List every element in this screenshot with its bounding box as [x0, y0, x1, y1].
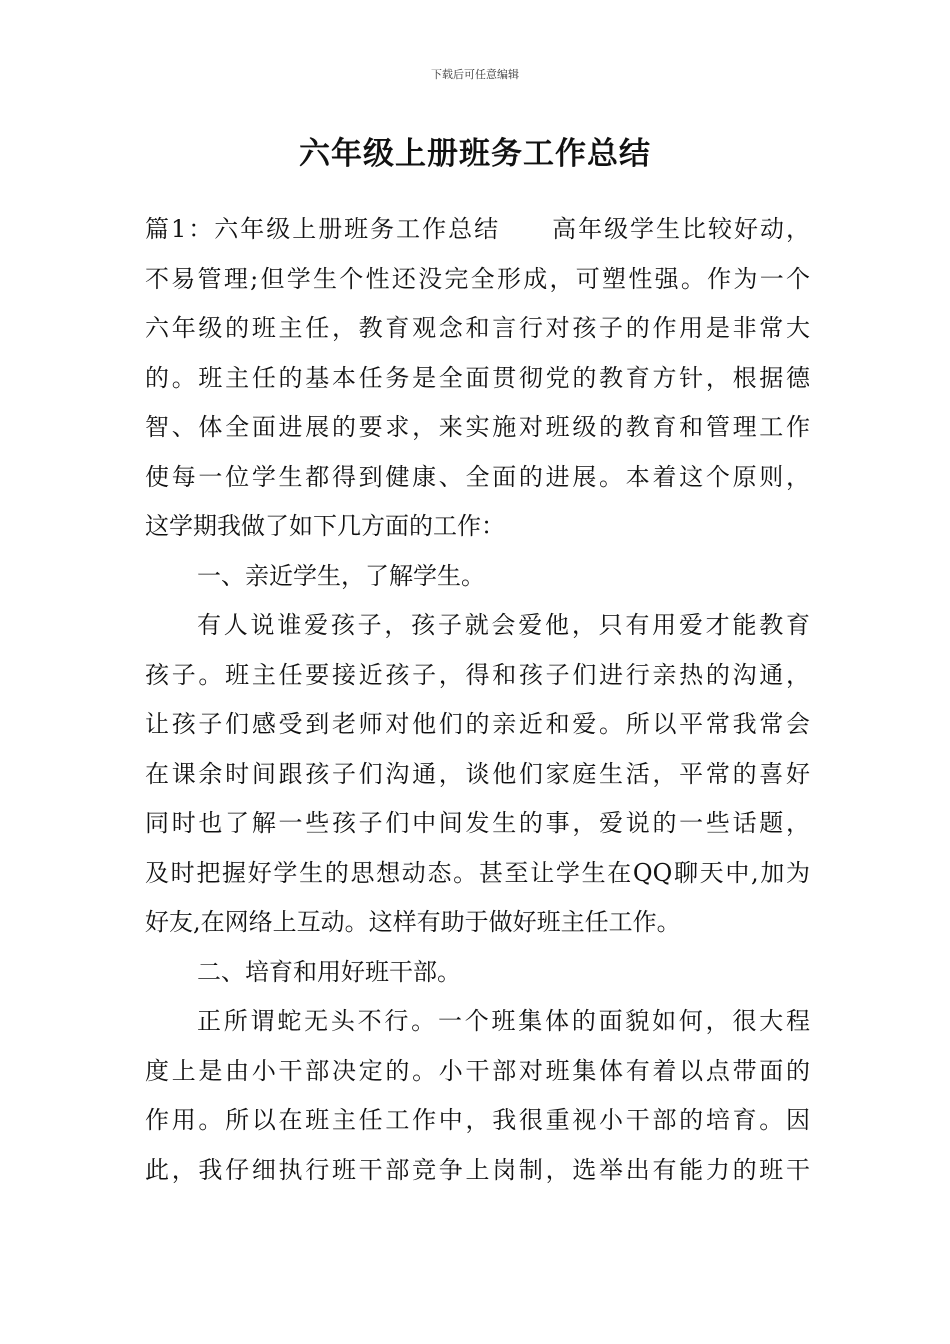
text-line: 及时把握好学生的思想动态。甚至让学生在QQ聊天中,加为 [145, 858, 810, 887]
text-line: 作用。所以在班主任工作中，我很重视小干部的培育。因 [145, 1106, 810, 1134]
text-line: 不易管理;但学生个性还没完全形成，可塑性强。作为一个 [145, 264, 810, 293]
section-heading: 二、培育和用好班干部。 [197, 957, 461, 986]
text-line: 这学期我做了如下几方面的工作： [145, 512, 505, 540]
header-note: 下载后可任意编辑 [431, 68, 519, 81]
text-line: 同时也了解一些孩子们中间发生的事，爱说的一些话题， [145, 809, 810, 837]
text-line: 在课余时间跟孩子们沟通，谈他们家庭生活，平常的喜好 [145, 759, 810, 788]
text-line: 孩子。班主任要接近孩子，得和孩子们进行亲热的沟通， [145, 660, 810, 689]
text-line: 此，我仔细执行班干部竞争上岗制，选举出有能力的班干 [145, 1155, 810, 1184]
document-title: 六年级上册班务工作总结 [299, 136, 651, 172]
text-line: 智、体全面进展的要求，来实施对班级的教育和管理工作 [145, 413, 810, 441]
text-line: 六年级的班主任，教育观念和言行对孩子的作用是非常大 [145, 314, 810, 342]
text-line: 让孩子们感受到老师对他们的亲近和爱。所以平常我常会 [145, 710, 810, 738]
text-line: 正所谓蛇无头不行。一个班集体的面貌如何，很大程 [197, 1007, 810, 1035]
text-line: 使每一位学生都得到健康、全面的进展。本着这个原则， [145, 462, 810, 491]
text-line: 的。班主任的基本任务是全面贯彻党的教育方针，根据德 [145, 363, 810, 392]
document-body [145, 205, 810, 1195]
text-line: 度上是由小干部决定的。小干部对班集体有着以点带面的 [145, 1056, 810, 1085]
text-line: 有人说谁爱孩子，孩子就会爱他，只有用爱才能教育 [197, 611, 810, 639]
text-line: 好友,在网络上互动。这样有助于做好班主任工作。 [145, 908, 681, 936]
section-heading: 一、亲近学生，了解学生。 [197, 561, 485, 590]
text-line: 篇1：六年级上册班务工作总结 高年级学生比较好动， [145, 215, 810, 243]
